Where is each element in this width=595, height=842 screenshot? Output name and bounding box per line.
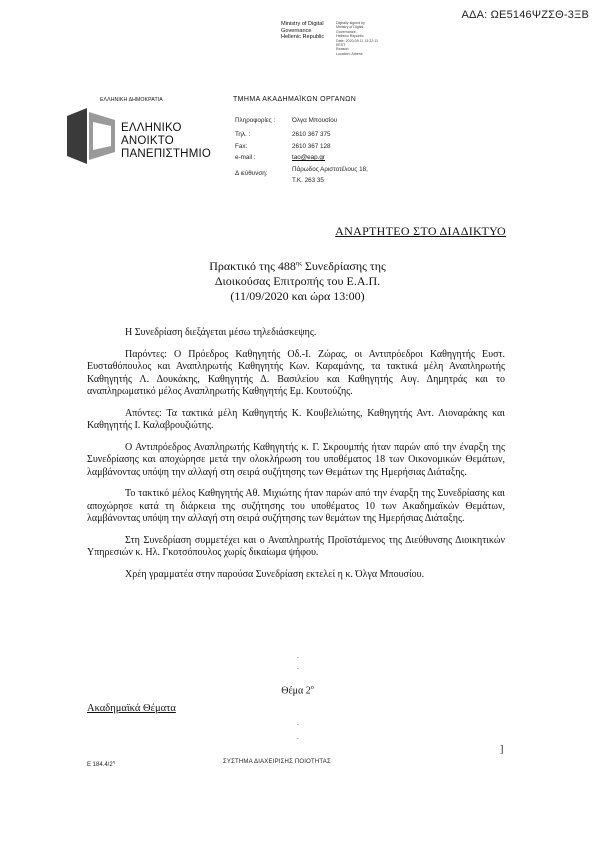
ministry-line: Hellenic Republic xyxy=(281,34,325,41)
fax-label: Fax: xyxy=(235,143,248,150)
email-link[interactable]: tao@eap.gr xyxy=(292,154,326,161)
email-label: e-mail : xyxy=(235,154,256,161)
paragraph-teleconference: Η Συνεδρίαση διεξάγεται μέσω τηλεδιάσκεψης. xyxy=(125,327,317,338)
tel-label: Τηλ. : xyxy=(235,131,251,138)
logo-line: ΠΑΝΕΠΙΣΤΗΜΙΟ xyxy=(121,148,212,160)
closing-bracket: ] xyxy=(500,744,504,755)
signature-line: Digitally signed by xyxy=(336,21,365,25)
ministry-line: Governance xyxy=(281,27,312,34)
logo-line: ΕΛΛΗΝΙΚΟ xyxy=(121,122,182,134)
logo-line: ΑΝΟΙΚΤΟ xyxy=(121,135,174,147)
title-line-3: (11/09/2020 και ώρα 13:00) xyxy=(230,289,365,303)
fax-value: 2610 367 128 xyxy=(292,143,331,150)
signature-line: EEST xyxy=(336,43,346,48)
footer-document-code: Ε $184.4/2^\eta$ xyxy=(87,759,115,768)
address-label: Δ ιεύθυνση: xyxy=(235,170,268,177)
minutes-title xyxy=(0,256,595,304)
info-value: Όλγα Μπουσίου xyxy=(292,117,338,124)
signature-line: Ministry of Digital xyxy=(336,25,364,30)
signature-line: Location: Athens xyxy=(336,51,363,56)
info-label: Πληροφορίες : xyxy=(235,117,276,124)
paragraph-absent: Απόντες: Τα τακτικά μέλη Καθηγητής Κ. Κουβελιώτης, Καθηγητής Αντ. Λιοναράκης και Καθηγητής Ι. Καλαβρουζιώτης. xyxy=(87,407,505,431)
signature-line: Reason: xyxy=(336,47,350,52)
footer-quality-system: ΣΥΣΤΗΜΑ ΔΙΑΧΕΙΡΙΣΗΣ ΠΟΙΟΤΗΤΑΣ xyxy=(223,759,331,765)
ellipsis-dot: . xyxy=(297,652,299,660)
ellipsis-dot: . xyxy=(297,733,299,741)
department-name: ΤΜΗΜΑ ΑΚΑΔΗΜΑΪΚΩΝ ΟΡΓΑΝΩΝ xyxy=(233,96,357,103)
government-label: ΕΛΛΗΝΙΚΗ ΔΗΜΟΚΡΑΤΙΑ xyxy=(100,97,163,103)
signature-line: Governance, xyxy=(336,29,357,34)
university-logo-icon xyxy=(67,108,115,164)
ministry-line: Ministry of Digital xyxy=(281,21,324,27)
signature-line: Date: 2020.09.11 13:22:11 xyxy=(336,38,379,43)
academic-topics-heading: Ακαδημαϊκά Θέματα xyxy=(87,703,176,714)
ellipsis-dot: . xyxy=(297,719,299,727)
paragraph-deputy-head: Στη Συνεδρίαση συμμετέχει και ο Αναπληρωτής Προϊστάμενος της Διεύθυνσης Διοικητικών Υπηρεσιών κ. Ηλ. Γκοτσόπουλος χωρίς δικαίωμα ψήφου. xyxy=(87,534,505,558)
address-line: Πάρωδος Αριστοτέλους 18, xyxy=(292,166,368,173)
ada-code: ΑΔΑ: ΩΕ5146ΨΖΣΘ-3ΞΒ xyxy=(461,9,589,21)
theme-heading: Θέμα $2^o$ xyxy=(281,685,314,697)
ellipsis-dot: . xyxy=(297,663,299,671)
address-line: Τ.Κ. 263 35 xyxy=(292,177,324,184)
university-logo-text xyxy=(121,122,211,161)
minutes-body xyxy=(87,327,505,590)
posted-online-heading: ΑΝΑΡΤΗΤΕΟ ΣΤΟ ΔΙΑΔΙΚΤΥΟ xyxy=(335,224,506,238)
title-line-2: Διοικούσας Επιτροπής του Ε.Α.Π. xyxy=(214,274,381,288)
signature-line: Hellenic Republic xyxy=(336,34,364,39)
paragraph-vice-president: Ο Αντιπρόεδρος Αναπληρωτής Καθηγητής κ. Γ. Σκρουμπής ήταν παρών από την έναρξη της Συνεδρίασης και αποχώρησε μετά την ολοκλήρωση του υποθέματος 18 των Οικονομικών Θεμάτων, λαμβάνοντας υπόψη την αλλαγή στη σειρά συζήτησης των Θεμάτων της Ημερήσιας Διάταξης. xyxy=(87,441,505,478)
paragraph-member: Το τακτικό μέλος Καθηγητής Αθ. Μιχιώτης ήταν παρών από την έναρξη της Συνεδρίασης και αποχώρησε κατά τη διάρκεια της συζήτησης του υποθέματος 10 των Ακαδημαϊκών Θεμάτων, λαμβάνοντας υπόψη την αλλαγή στη σειρά συζήτησης των θεμάτων της Ημερήσιας Διάταξης. xyxy=(87,488,505,524)
tel-value: 2610 367 375 xyxy=(292,131,331,138)
signature-details xyxy=(336,21,378,56)
title-line-1: Πρακτικό της $488^{\eta\varsigma}$ Συνεδρίασης της xyxy=(209,259,386,273)
paragraph-present: Παρόντες: Ο Πρόεδρος Καθηγητής Οδ.-Ι. Ζώρας, οι Αντιπρόεδροι Καθηγητής Ευστ. Ευσταθόπουλος και Αναπληρωτής Καθηγητής Κων. Καραμάνης, τα τακτικά μέλη Αναπληρωτής Καθηγητής Λ. Δουκάκης, Καθηγητής Δ. Βασιλείου και Καθηγητής Αυγ. Δημητράς και το αναπληρωματικό μέλος Αναπληρωτής Καθηγητής Εμ. Κουτούζης. xyxy=(87,348,505,397)
signature-ministry xyxy=(281,21,324,41)
paragraph-secretary: Χρέη γραμματέα στην παρούσα Συνεδρίαση εκτελεί η κ. Όλγα Μπουσίου. xyxy=(125,568,425,580)
